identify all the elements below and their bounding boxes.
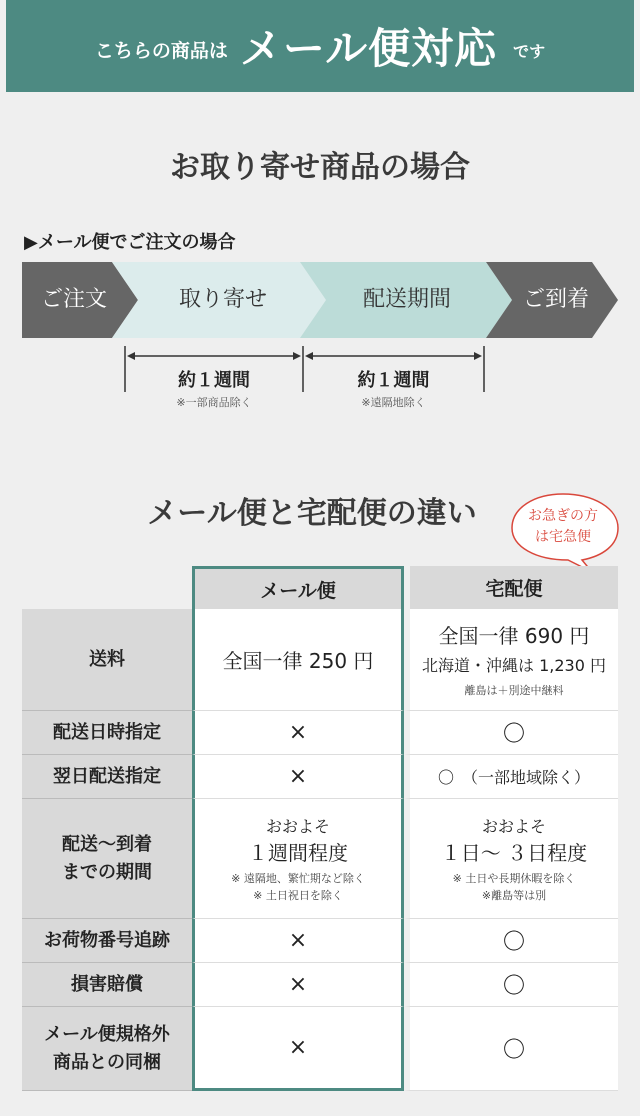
row-label-shipping: 送料 [22, 609, 192, 711]
table-row-period [22, 799, 618, 919]
takuhai-period-note-2: ※離島等は別 [481, 888, 547, 902]
row-label-damage: 損害賠償 [22, 963, 192, 1007]
bubble-line-1: お急ぎの方 [528, 508, 598, 524]
circle-icon: 〇 [502, 930, 525, 955]
banner-pre-text: こちらの商品は [94, 39, 228, 62]
table-row-nextday [22, 755, 618, 799]
takuhai-shipping-cost: 全国一律 690 円 [438, 624, 590, 648]
duration-procure [125, 366, 303, 410]
banner-main-text: メール便対応 [239, 24, 498, 73]
flow-steps [0, 262, 640, 338]
cross-icon: × [288, 720, 308, 745]
banner-post-text: です [513, 41, 546, 61]
cross-icon: × [288, 764, 308, 789]
table-row-tracking [22, 919, 618, 963]
section-title-order: お取り寄せ商品の場合 [170, 150, 470, 185]
takuhai-period-note-1: ※ 土日や長期休暇を除く [452, 871, 576, 885]
circle-icon: 〇 [502, 1038, 525, 1063]
takuhai-period-value: １日〜 ３日程度 [440, 840, 588, 865]
header-banner [6, 0, 634, 92]
row-label-period: 配送〜到着 までの期間 [22, 799, 192, 919]
mail-period-note-1: ※ 遠隔地、繁忙期など除く [231, 871, 365, 885]
cross-icon: × [288, 972, 308, 997]
step-procure: 取り寄せ [178, 287, 267, 312]
step-arrival: ご到着 [522, 287, 589, 312]
row-label-bundle: メール便規格外 商品との同梱 [22, 1007, 192, 1091]
step-order: ご注文 [40, 287, 107, 312]
row-label-datetime: 配送日時指定 [22, 711, 192, 755]
col-header-takuhai: 宅配便 [404, 566, 618, 609]
table-row-shipping [22, 609, 618, 711]
cross-icon: × [288, 928, 308, 953]
bubble-line-2: は宅急便 [535, 529, 591, 545]
col-header-mail: メール便 [192, 566, 404, 609]
duration-shipping-label: 約１週間 [357, 370, 430, 391]
mail-period-note-2: ※ 土日祝日を除く [253, 888, 343, 902]
circle-icon: 〇 [502, 974, 525, 999]
takuhai-shipping-island: 離島は＋別途中継料 [464, 684, 564, 697]
table-row-damage [22, 963, 618, 1007]
takuhai-period-approx: おおよそ [481, 816, 546, 836]
circle-icon: 〇 [502, 722, 525, 747]
row-label-tracking: お荷物番号追跡 [22, 919, 192, 963]
takuhai-shipping-remote: 北海道・沖縄は 1,230 円 [422, 656, 606, 675]
duration-procure-note: ※一部商品除く [176, 396, 252, 409]
mail-period-value: １週間程度 [248, 840, 348, 865]
cross-icon: × [288, 1035, 308, 1060]
duration-procure-label: 約１週間 [178, 370, 250, 391]
section-title-compare: メール便と宅配便の違い [147, 496, 477, 531]
table-row-datetime [22, 711, 618, 755]
row-label-nextday: 翌日配送指定 [22, 755, 192, 799]
comparison-table [22, 566, 618, 1091]
duration-shipping [303, 366, 484, 410]
speech-bubble [508, 490, 630, 574]
subtitle-mail-order: ▶メール便でご注文の場合 [24, 232, 236, 253]
mail-period-approx: おおよそ [265, 816, 330, 836]
table-row-bundle [22, 1007, 618, 1091]
mail-shipping-cost: 全国一律 250 円 [222, 649, 374, 673]
step-shipping: 配送期間 [362, 287, 451, 312]
nextday-takuhai-value: 〇 （一部地域除く） [437, 768, 590, 787]
duration-shipping-note: ※遠隔地除く [361, 396, 426, 409]
